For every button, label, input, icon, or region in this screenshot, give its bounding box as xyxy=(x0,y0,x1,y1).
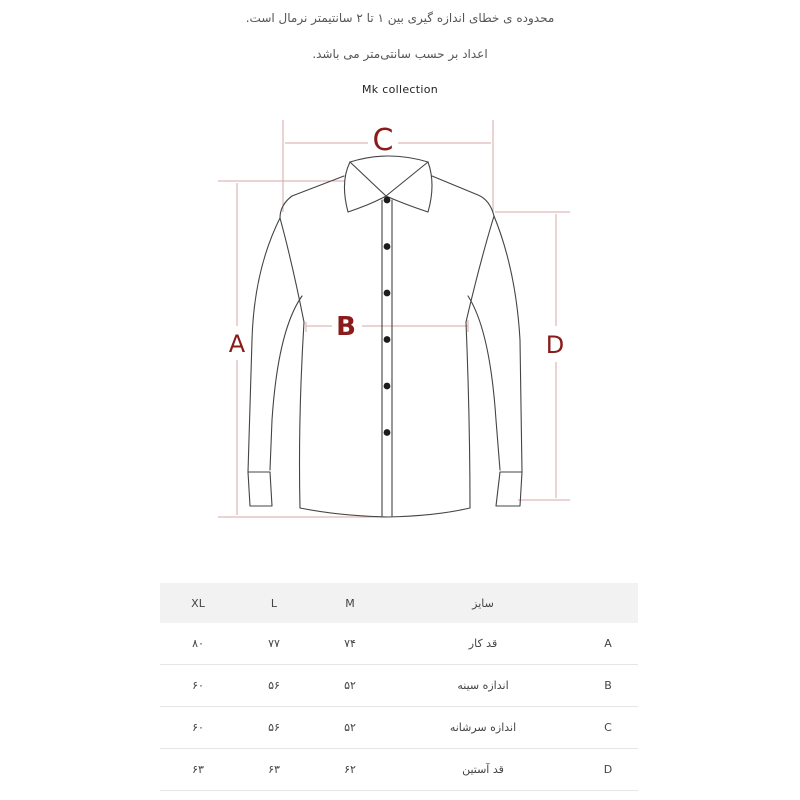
cell-l: ۷۷ xyxy=(236,623,312,665)
cell-m: ۵۲ xyxy=(312,707,388,749)
cell-xl: ۸۰ xyxy=(160,623,236,665)
cell-l: ۵۶ xyxy=(236,707,312,749)
cell-name: اندازه سرشانه xyxy=(388,707,578,749)
cell-code: D xyxy=(578,749,638,791)
table-row xyxy=(160,623,638,665)
cell-m: ۵۲ xyxy=(312,665,388,707)
cell-name: اندازه سینه xyxy=(388,665,578,707)
cell-code: C xyxy=(578,707,638,749)
table-row xyxy=(160,749,638,791)
shirt-button xyxy=(384,243,391,250)
shirt-button xyxy=(384,383,391,390)
brand-name: Mk collection xyxy=(361,83,439,96)
cell-xl: ۶۰ xyxy=(160,707,236,749)
header-m: M xyxy=(312,583,388,623)
size-table xyxy=(160,583,638,791)
label-b: B xyxy=(336,312,356,342)
label-c: C xyxy=(372,123,394,158)
shirt-button xyxy=(384,197,391,204)
collar-fold xyxy=(350,162,428,196)
cell-m: ۶۲ xyxy=(312,749,388,791)
shirt-button xyxy=(384,429,391,436)
shirt-outline xyxy=(248,156,522,517)
cell-xl: ۶۰ xyxy=(160,665,236,707)
left-sleeve xyxy=(248,218,302,472)
shirt-body xyxy=(280,176,494,517)
cell-m: ۷۴ xyxy=(312,623,388,665)
cell-code: B xyxy=(578,665,638,707)
shirt-buttons xyxy=(384,197,391,436)
shirt-button xyxy=(384,336,391,343)
left-cuff xyxy=(248,472,272,506)
table-header-row xyxy=(160,583,638,623)
tolerance-note: محدوده ی خطای اندازه گیری بین ۱ تا ۲ سانتیمتر نرمال است. xyxy=(245,11,555,25)
table-row xyxy=(160,707,638,749)
cell-l: ۶۳ xyxy=(236,749,312,791)
table-row xyxy=(160,665,638,707)
right-cuff xyxy=(496,472,522,506)
cell-code: A xyxy=(578,623,638,665)
header-l: L xyxy=(236,583,312,623)
header-xl: XL xyxy=(160,583,236,623)
header-size: سایز xyxy=(388,583,578,623)
cell-l: ۵۶ xyxy=(236,665,312,707)
cell-name: قد کار xyxy=(388,623,578,665)
units-note: اعداد بر حسب سانتی‌متر می باشد. xyxy=(312,47,488,61)
cell-name: قد آستین xyxy=(388,749,578,791)
cell-xl: ۶۳ xyxy=(160,749,236,791)
label-d: D xyxy=(545,331,565,359)
right-sleeve xyxy=(468,216,522,472)
shirt-button xyxy=(384,290,391,297)
header-empty xyxy=(578,583,638,623)
label-a: A xyxy=(228,330,246,358)
